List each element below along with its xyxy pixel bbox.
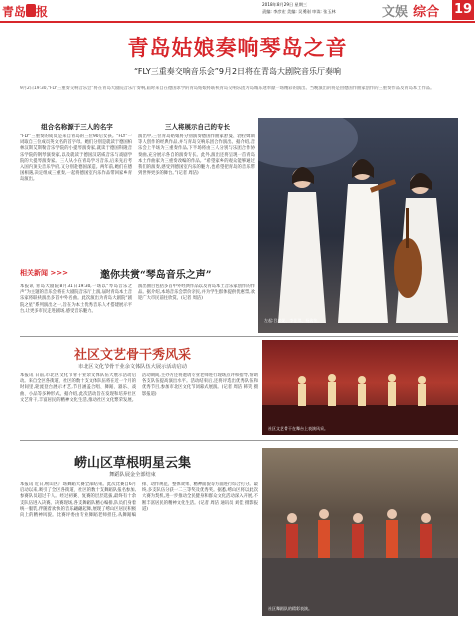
lead-col1-text: “FLY”三重奏的成员是来自青岛的三位90后女孩。“FLY”一词取自三位成员英文名的首字母。她们分别是就读于德国柏林汉斯艾斯勒音乐学院的小提琴演奏家,就读于德国科隆音乐学院的钢琴演奏家,以及就读于德国汉诺威音乐与戏剧学院的大提琴演奏家。三人从小在青岛学习音乐,后来先后考入国内顶尖音乐学府,又分别赴德国深造。两年前,她们在德国相遇,决定组成三重奏,一起将德国室内乐作品带回家乡青岛演出。 bbox=[20, 134, 132, 183]
related-news-label bbox=[20, 268, 68, 278]
logo-text-right: 报 bbox=[36, 5, 49, 19]
masthead bbox=[0, 0, 475, 24]
story2-photo-caption: 社区文艺骨干在舞台上表演风采。 bbox=[268, 426, 328, 431]
section-divider-2 bbox=[20, 440, 458, 441]
story3-text: 本报讯 近日,崂山区广场舞蹈大赛全部结束。此次比赛自6月启动以来,吸引了全区各街道、社区的数十支舞蹈队报名参加,参赛队员超过千人。经过初赛、复赛的层层选拔,最终有十余支队伍进入决赛。决赛现场,各支舞蹈队精心编排,队员们身着统一服装,伴随着欢快的音乐翩翩起舞,展现了崂山区居民积极向上的精神风貌。比赛评委由专业舞蹈老师担任,从舞蹈编排、动作规范、整体效果、精神面貌等方面进行综合打分。最终,多支队伍分获一二三等奖及优秀奖。据悉,崂山区将以此次大赛为契机,进一步推动全民健身和群众文化活动深入开展,不断丰富居民的精神文化生活。(记者 周洁 通讯员 刘佳 摄影报道) bbox=[20, 482, 258, 519]
story2-photo-scene bbox=[262, 340, 458, 435]
story2-photo bbox=[262, 340, 458, 435]
editor-line: 责编: 李彦宏 美编: 吴勇刚 审读: 张玉林 bbox=[262, 9, 336, 14]
related-text-right: 演出曲目包括多首中外经典作品以及青岛本土音乐家创作的作品。据介绍,本场音乐会票价亲民,并为学生群体提供优惠票,欢迎广大市民前往欣赏。(记者 周洁) bbox=[138, 284, 255, 302]
lead-intro: 9月2日19:30,“FLY三重奏交响音乐会”将在青岛大剧院音乐厅奏响,届时来自在德国求学的青岛姑娘将联袂青岛交响乐团为岛城乐迷奉献一场精彩的演出。当晚演出的将是由德国作曲家创作的三重奏作品及青岛本土作品。 bbox=[20, 86, 435, 91]
newspaper-logo bbox=[2, 3, 49, 20]
story3-photo-scene bbox=[262, 448, 458, 616]
section-label bbox=[382, 1, 439, 19]
logo-emblem-icon bbox=[26, 4, 36, 17]
section-name-light: 文娱 bbox=[382, 5, 409, 20]
story2-subhead: 市北区文化节骨干业余文体队伍大展示活动启动 bbox=[78, 364, 187, 370]
lead-headline: 青岛姑娘奏响琴岛之音 bbox=[127, 35, 348, 60]
lead-col2-text: 演出中,三位青岛姑娘将分别演奏德国作曲家舒曼、勃拉姆斯等人创作的经典作品,并与青岛交响乐团合作演出。据介绍,音乐会上半场为三重奏作品,下半场将由三人分别与乐团合作协奏曲,充分展示各自的演奏专长。此外,演出还将呈现一首青岛本土作曲家为三重奏改编的作品。“希望家乡的观众能够通过我们的演奏,感受到德国室内乐的魅力,也希望把青岛的音乐带到世界更多的舞台。”(记者 周洁) bbox=[138, 134, 255, 177]
story2-headline: 社区文艺骨干秀风采 bbox=[73, 348, 191, 363]
story3-photo-caption: 社区舞蹈队的精彩表演。 bbox=[268, 606, 312, 611]
lead-subheadline: “FLY三重奏交响音乐会”9月2日将在青岛大剧院音乐厅奏响 bbox=[133, 67, 342, 76]
lead-photo bbox=[258, 118, 458, 333]
related-text-left: 本报讯 青岛大剧院8月31日19:30,一场以“琴岛音乐之声”为主题的音乐会将在大剧院音乐厅上演,届时青岛本土音乐家将联袂演出多首中外名曲。此次演出为青岛大剧院“剧院之星”系列演出之一,旨在为本土优秀音乐人才搭建展示平台,让更多市民走进剧场,感受音乐魅力。 bbox=[20, 284, 132, 314]
section-name-red: 综合 bbox=[413, 5, 440, 20]
section-divider-1 bbox=[20, 336, 458, 337]
story3-subhead: 舞蹈队展金全部结束 bbox=[109, 472, 156, 478]
lead-photo-caption: 左起:吕彦妮、李佳琪、杨鑫怡。 bbox=[264, 318, 322, 323]
story2-text: 本报讯 日前,市北区文化节骨干业余文体队伍大展示活动启动。来自全区各街道、社区的数十支文体队伍将在近一个月的时间里,轮流登台展示才艺,节目涵盖合唱、舞蹈、器乐、戏曲、小品等多种形式。据介绍,此次活动旨在发现和培养社区文艺骨干,丰富居民的精神文化生活,推动社区文化繁荣发展。活动期间,主办方还将邀请专业老师进行现场点评和指导,帮助各支队伍提高演出水平。活动结束后,还将评选出优秀队伍和优秀节目,参加市北区文化节闭幕式展演。(记者 周洁 韩笑 摄影报道) bbox=[20, 373, 258, 403]
date-line: 2018年8月29日 星期三 bbox=[262, 2, 308, 7]
related-news-label-text: 相关新闻 bbox=[20, 269, 48, 277]
page-number: 19 bbox=[452, 0, 474, 20]
lead-col1-subhead: 组合名称源于三人的名字 bbox=[41, 123, 113, 131]
related-headline: 邀你共赏“琴岛音乐之声” bbox=[100, 270, 212, 281]
masthead-rule bbox=[0, 21, 475, 23]
related-news-arrow-icon: >>> bbox=[50, 269, 69, 277]
lead-photo-scene bbox=[258, 118, 458, 333]
story3-headline: 崂山区草根明星云集 bbox=[73, 456, 191, 471]
lead-col2-subhead: 三人将展示自己的专长 bbox=[165, 123, 230, 131]
story3-photo bbox=[262, 448, 458, 616]
logo-text-left: 青岛 bbox=[2, 5, 27, 19]
